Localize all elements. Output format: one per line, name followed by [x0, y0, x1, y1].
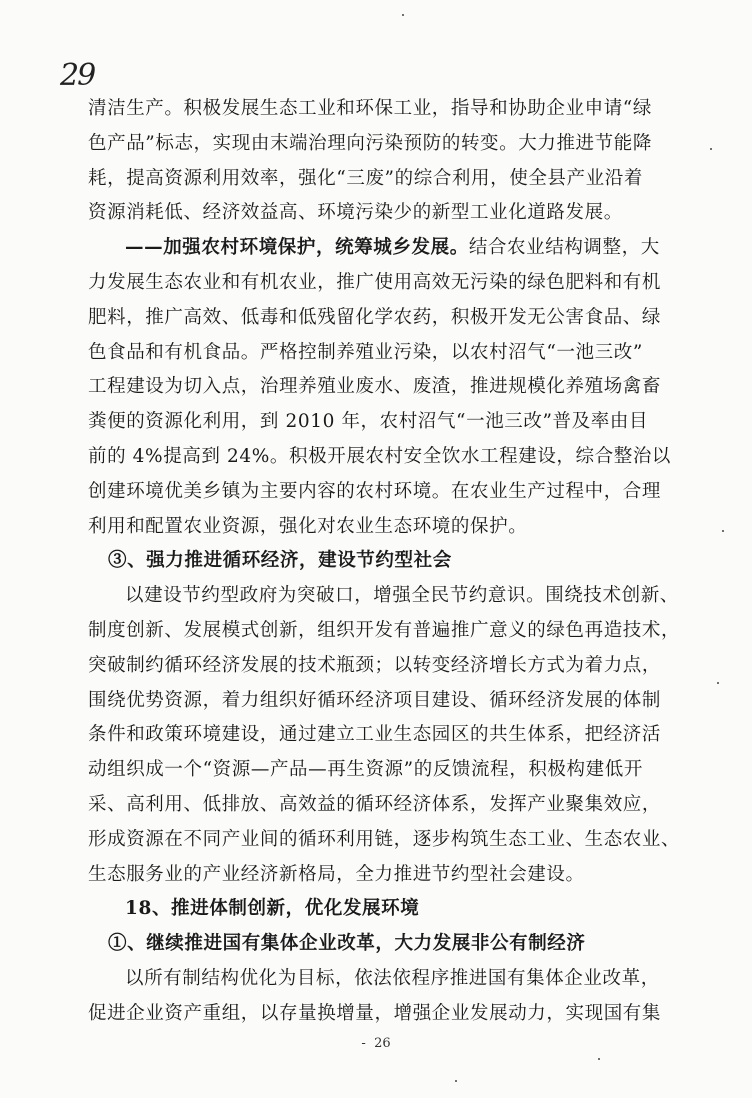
text-line: 资源消耗低、经济效益高、环境污染少的新型工业化道路发展。 — [88, 202, 623, 224]
scan-speck — [722, 530, 724, 532]
text-line: 采、高利用、低排放、高效益的循环经济体系，发挥产业聚集效应， — [88, 793, 662, 815]
text-line: 色食品和有机食品。严格控制养殖业污染，以农村沼气“一池三改” — [88, 341, 643, 363]
body-text — [88, 92, 698, 1032]
scan-speck — [455, 1080, 457, 1082]
text-line: 力发展生态农业和有机农业，推广使用高效无污染的绿色肥料和有机 — [88, 271, 662, 293]
text-line: 动组织成一个“资源—产品—再生资源”的反馈流程，积极构建低开 — [88, 759, 643, 781]
text-line: 工程建设为切入点，治理养殖业废水、废渣，推进规模化养殖场禽畜 — [88, 376, 662, 398]
text-line: 促进企业资产重组，以存量换增量，增强企业发展动力，实现国有集 — [88, 1002, 662, 1024]
text-line: 前的 4%提高到 24%。积极开展农村安全饮水工程建设，综合整治以 — [88, 445, 672, 467]
text-line: 色产品”标志，实现由末端治理向污染预防的转变。大力推进节能降 — [88, 132, 652, 154]
text-line: 以建设节约型政府为突破口，增强全民节约意识。围绕技术创新、 — [125, 585, 679, 607]
text-line: 利用和配置农业资源，强化对农业生态环境的保护。 — [88, 515, 528, 537]
scan-speck — [598, 1058, 600, 1060]
section-heading: ③、强力推进循环经济，建设节约型社会 — [108, 550, 452, 572]
section-heading: 18、推进体制创新，优化发展环境 — [125, 898, 420, 920]
subsection-heading: ①、继续推进国有集体企业改革，大力发展非公有制经济 — [108, 933, 586, 955]
text-line: 围绕优势资源，着力组织好循环经济项目建设、循环经济发展的体制 — [88, 689, 662, 711]
text-line: 以所有制结构优化为目标，依法依程序推进国有集体企业改革， — [125, 967, 660, 989]
scan-speck — [717, 682, 719, 684]
lead-phrase: ——加强农村环境保护，统筹城乡发展。 — [125, 237, 469, 259]
text-line: 形成资源在不同产业间的循环利用链，逐步构筑生态工业、生态农业、 — [88, 828, 681, 850]
scan-speck — [710, 148, 712, 150]
page-number: - 26 — [361, 1036, 391, 1051]
text-line-lead: ——加强农村环境保护，统筹城乡发展。结合农业结构调整，大 — [125, 237, 660, 259]
text-line: 创建环境优美乡镇为主要内容的农村环境。在农业生产过程中，合理 — [88, 480, 662, 502]
text-line: 肥料，推广高效、低毒和低残留化学农药，积极开发无公害食品、绿 — [88, 306, 662, 328]
text-line: 生态服务业的产业经济新格局，全力推进节约型社会建设。 — [88, 863, 585, 885]
text-line: 粪便的资源化利用，到 2010 年，农村沼气“一池三改”普及率由目 — [88, 411, 649, 433]
text-line: 耗，提高资源利用效率，强化“三废”的综合利用，使全县产业沿着 — [88, 167, 643, 189]
text-line: 清洁生产。积极发展生态工业和环保工业，指导和协助企业申请“绿 — [88, 98, 652, 119]
handwritten-page-mark: 29 — [60, 58, 95, 93]
text-line: 制度创新、发展模式创新，组织开发有普遍推广意义的绿色再造技术， — [88, 619, 681, 641]
text-line: 条件和政策环境建设，通过建立工业生态园区的共生体系，把经济活 — [88, 724, 662, 746]
text-line: 突破制约循环经济发展的技术瓶颈；以转变经济增长方式为着力点， — [88, 654, 662, 676]
scan-speck — [402, 14, 404, 16]
